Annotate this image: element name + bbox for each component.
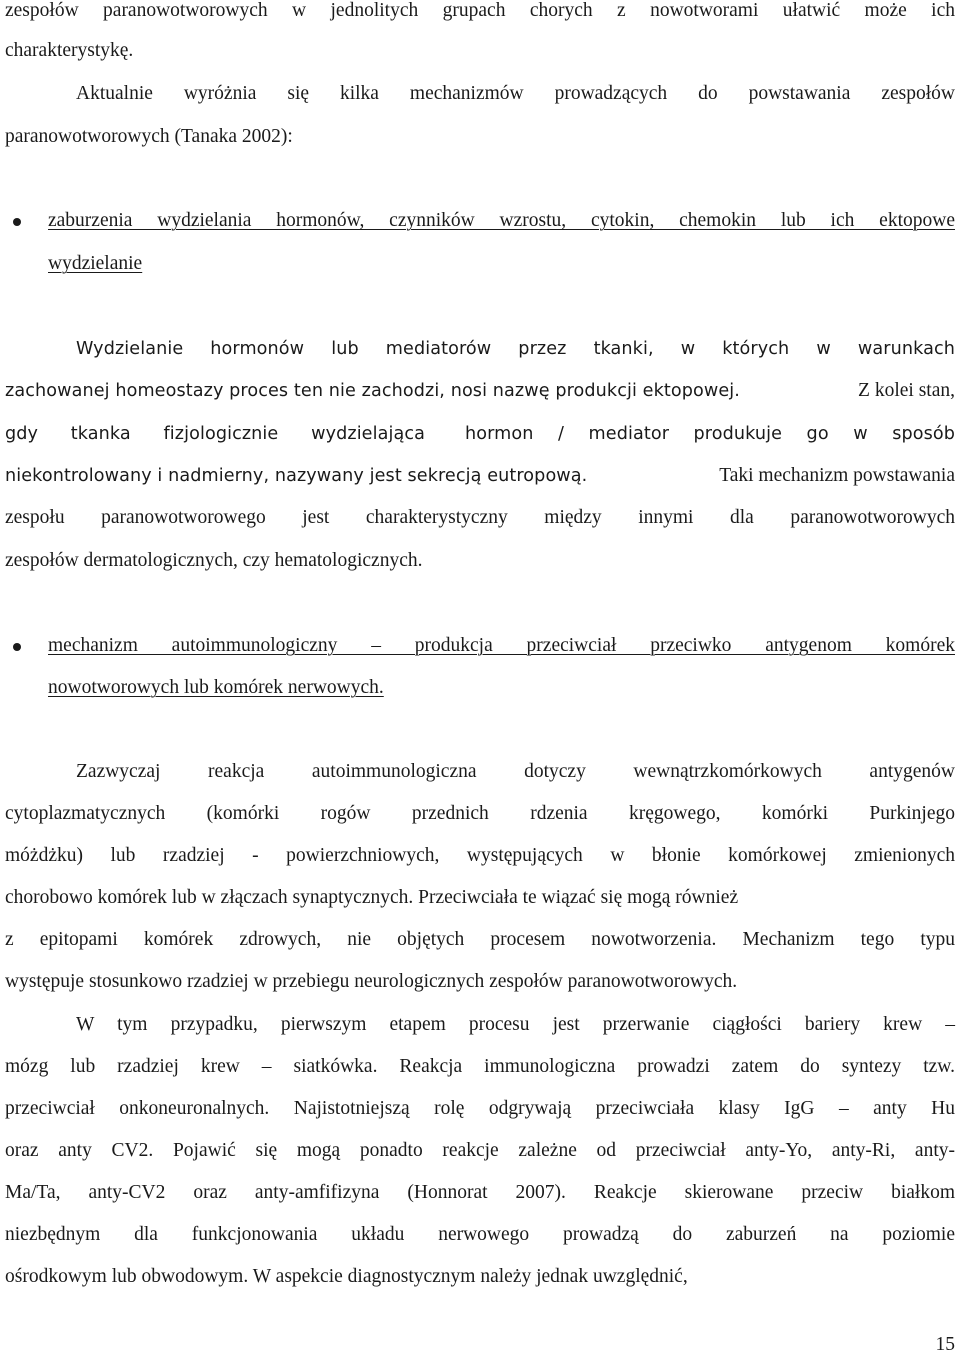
text-line: przeciwciał onkoneuronalnych. Najistotniejszą rolę odgrywają przeciwciała klasy IgG – anty Hu [5,1098,955,1119]
text-line: Ma/Ta, anty-CV2 oraz anty-amfifizyna (Honnorat 2007). Reakcje skierowane przeciw białkom [5,1182,955,1203]
bullet-item-line: zaburzenia wydzielania hormonów, czynników wzrostu, cytokin, chemokin lub ich ektopowe [48,210,955,231]
text-line: występuje stosunkowo rzadziej w przebiegu neurologicznych zespołów paranowotworowych. [5,971,738,992]
text-line: chorobowo komórek lub w złączach synaptycznych. Przeciwciała te wiązać się mogą również [5,887,739,908]
text-line: Wydzielanie hormonów lub mediatorów przez tkanki, w których w warunkach [76,339,955,359]
text-line: zachowanej homeostazy proces ten nie zachodzi, nosi nazwę produkcji ektopowej. [5,381,740,401]
text-line: z epitopami komórek zdrowych, nie objętych procesem nowotworzenia. Mechanizm tego typu [5,929,955,950]
text-line: móżdżku) lub rzadziej - powierzchniowych, występujących w błonie komórkowej zmienionych [5,845,955,866]
text-line: paranowotworowych (Tanaka 2002): [5,126,293,147]
text-line: Taki mechanizm powstawania [719,465,955,486]
text-line: gdy tkanka fizjologicznie wydzielająca [5,424,425,444]
text-line: W tym przypadku, pierwszym etapem procesu jest przerwanie ciągłości bariery krew – [76,1014,955,1035]
text-line: Aktualnie wyróżnia się kilka mechanizmów prowadzących do powstawania zespołów [76,83,955,104]
text-line: zespołów paranowotworowych w jednolitych grupach chorych z nowotworami ułatwić może ich [5,0,955,21]
bullet-icon [13,218,21,226]
text-line: niekontrolowany i nadmierny, nazywany jest sekrecją eutropową. [5,466,588,486]
text-line: zespołów dermatologicznych, czy hematologicznych. [5,550,423,571]
text-line: oraz anty CV2. Pojawić się mogą ponadto reakcje zależne od przeciwciał anty-Yo, anty-Ri, anty- [5,1140,955,1161]
bullet-item-line: nowotworowych lub komórek nerwowych. [48,677,384,698]
bullet-item-line: wydzielanie [48,253,143,274]
text-line: zespołu paranowotworowego jest charakterystyczny między innymi dla paranowotworowych [5,507,955,528]
text-line: hormon / mediator produkuje go w sposób [465,424,955,444]
text-line: charakterystykę. [5,40,134,61]
bullet-icon [13,643,21,651]
page-number: 15 [935,1334,955,1355]
text-line: niezbędnym dla funkcjonowania układu nerwowego prowadzą do zaburzeń na poziomie [5,1224,955,1245]
text-line: Zazwyczaj reakcja autoimmunologiczna dotyczy wewnątrzkomórkowych antygenów [76,761,955,782]
bullet-item-line: mechanizm autoimmunologiczny – produkcja przeciwciał przeciwko antygenom komórek [48,635,955,656]
text-line: mózg lub rzadziej krew – siatkówka. Reakcja immunologiczna prowadzi zatem do syntezy tzw. [5,1056,955,1077]
text-line: cytoplazmatycznych (komórki rogów przednich rdzenia kręgowego, komórki Purkinjego [5,803,955,824]
text-line: Z kolei stan, [858,380,955,401]
text-line: ośrodkowym lub obwodowym. W aspekcie diagnostycznym należy jednak uwzględnić, [5,1266,688,1287]
